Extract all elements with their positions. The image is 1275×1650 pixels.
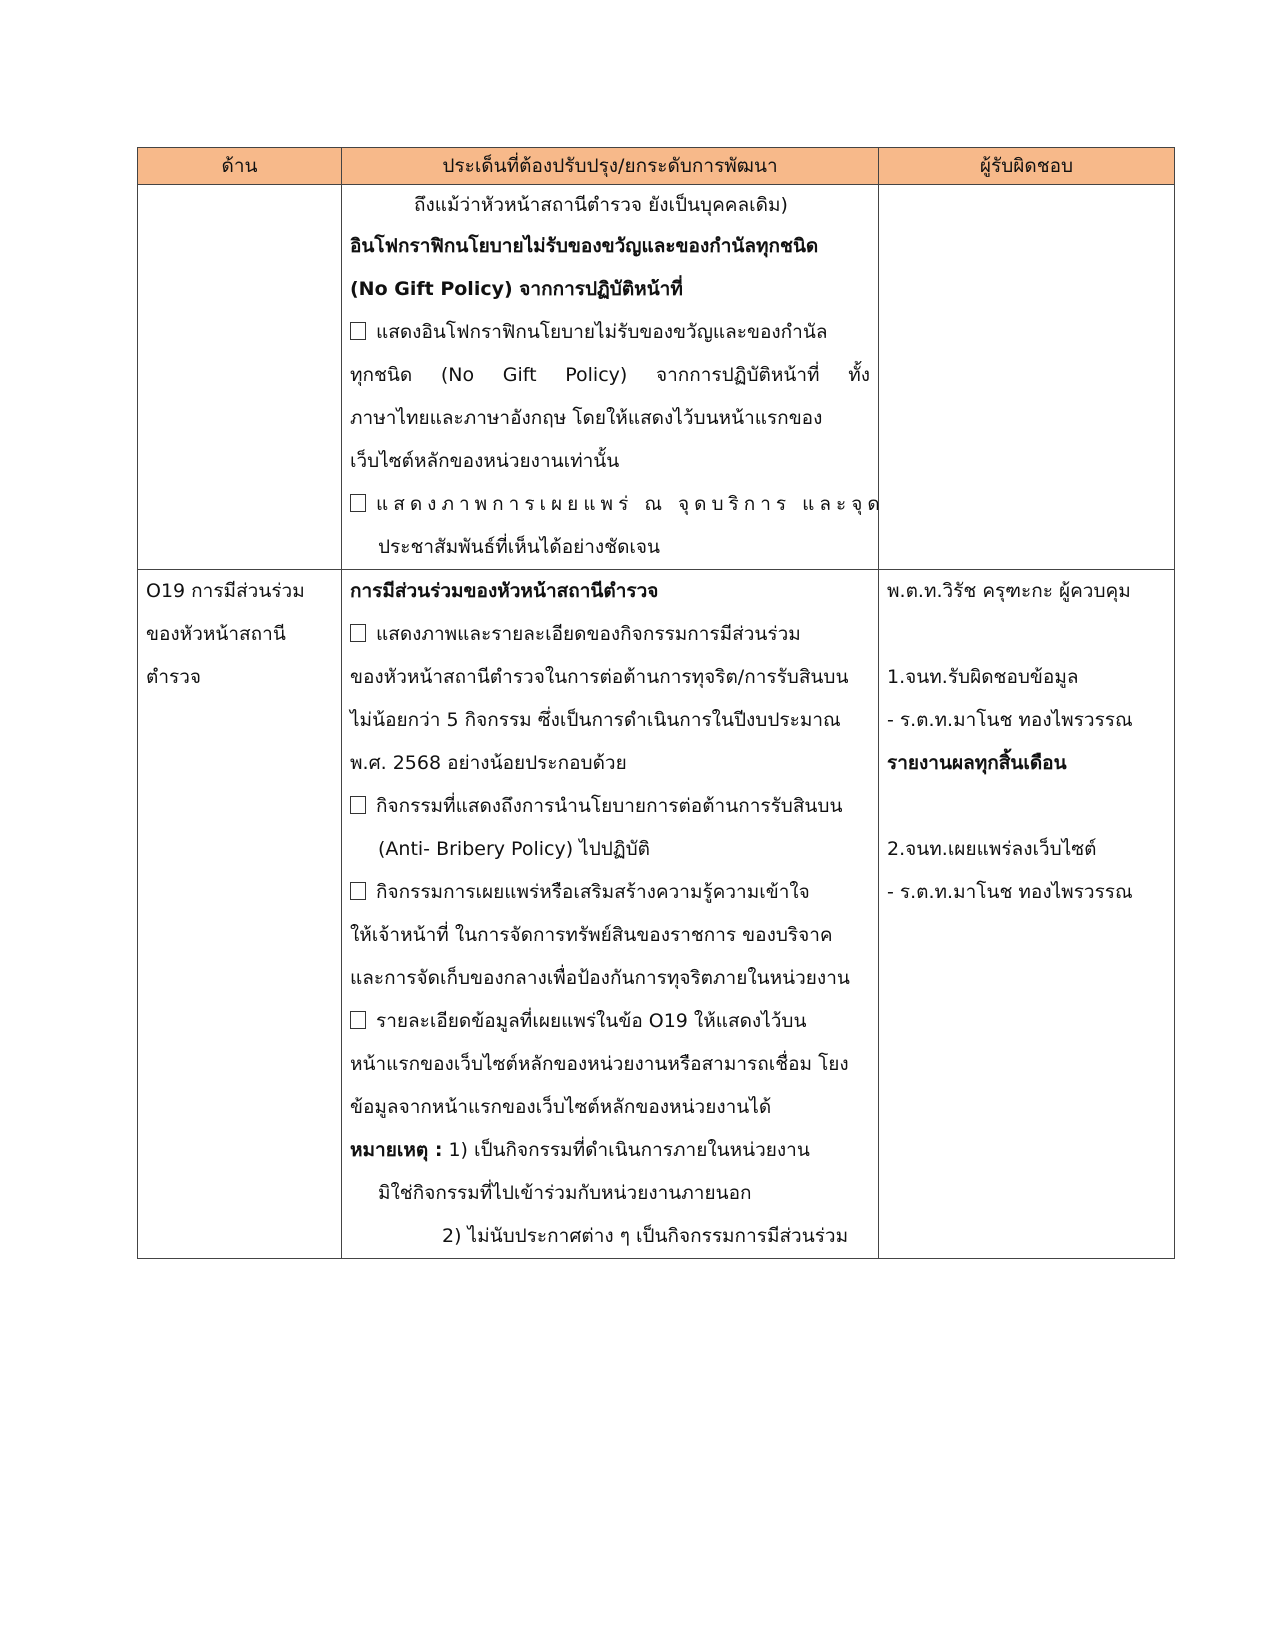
spacer (887, 613, 1166, 656)
resp2-name: - ร.ต.ท.มาโนช ทองไพรวรรณ (887, 881, 1133, 903)
no-gift-item1-line1: แสดงอินโฟกราฟิกนโยบายไม่รับของขวัญและของกำนัล (350, 311, 870, 354)
aspect-o19-line1: O19 การมีส่วนร่วม (146, 580, 305, 602)
header-aspect: ด้าน (138, 148, 342, 185)
checkbox-icon (350, 322, 366, 340)
participation-item2-line3: ข้อมูลจากหน้าแรกของเว็บไซต์หลักของหน่วยงานได้ (350, 1096, 772, 1118)
resp2-title: 2.จนท.เผยแพร่ลงเว็บไซต์ (887, 838, 1097, 860)
supervisor-line: พ.ต.ท.วิรัช ครุฑะกะ ผู้ควบคุม (887, 580, 1131, 602)
checkbox-icon (350, 494, 366, 512)
row1-responsible-cell (879, 185, 1175, 570)
note-line1: หมายเหตุ : 1) เป็นกิจกรรมที่ดำเนินการภายในหน่วยงาน (350, 1139, 810, 1161)
participation-sub1-line2: (Anti- Bribery Policy) ไปปฏิบัติ (378, 838, 650, 860)
no-gift-item2-line1: แสดงภาพการเผยแพร่ ณ จุดบริการ และจุด (350, 483, 870, 526)
participation-sub2-line2: ให้เจ้าหน้าที่ ในการจัดการทรัพย์สินของราชการ ของบริจาค (350, 924, 833, 946)
report-note: รายงานผลทุกสิ้นเดือน (887, 752, 1067, 774)
participation-item2-line1: รายละเอียดข้อมูลที่เผยแพร่ในข้อ O19 ให้แสดงไว้บน (350, 1000, 870, 1043)
resp1-name: - ร.ต.ท.มาโนช ทองไพรวรรณ (887, 709, 1133, 731)
no-gift-heading-line2: (No Gift Policy) จากการปฏิบัติหน้าที่ (350, 278, 683, 300)
table-row (138, 570, 1175, 1259)
participation-item1-line2: ของหัวหน้าสถานีตำรวจในการต่อต้านการทุจริต/การรับสินบน (350, 666, 849, 688)
note-line3: 2) ไม่นับประกาศต่าง ๆ เป็นกิจกรรมการมีส่วนร่วม (442, 1225, 849, 1247)
participation-item1-line1: แสดงภาพและรายละเอียดของกิจกรรมการมีส่วนร่วม (350, 613, 870, 656)
row2-responsible-cell (879, 570, 1175, 1259)
participation-heading: การมีส่วนร่วมของหัวหน้าสถานีตำรวจ (350, 580, 659, 602)
no-gift-item1-line4: เว็บไซต์หลักของหน่วยงานเท่านั้น (350, 450, 620, 472)
row1-aspect-cell (138, 185, 342, 570)
aspect-o19-line2: ของหัวหน้าสถานี (146, 623, 286, 645)
participation-item1-line3: ไม่น้อยกว่า 5 กิจกรรม ซึ่งเป็นการดำเนินการในปีงบประมาณ (350, 709, 841, 731)
participation-sub1-line1: กิจกรรมที่แสดงถึงการนำนโยบายการต่อต้านการรับสินบน (350, 785, 870, 828)
no-gift-item1-line2: ทุกชนิด (No Gift Policy) จากการปฏิบัติหน้าที่ ทั้ง (350, 364, 870, 386)
participation-item1-line4: พ.ศ. 2568 อย่างน้อยประกอบด้วย (350, 752, 627, 774)
participation-item2-line2: หน้าแรกของเว็บไซต์หลักของหน่วยงานหรือสามารถเชื่อม โยง (350, 1053, 849, 1075)
continuation-line: ถึงแม้ว่าหัวหน้าสถานีตำรวจ ยังเป็นบุคคลเดิม) (414, 194, 788, 216)
note-label: หมายเหตุ : (350, 1139, 443, 1161)
header-responsible: ผู้รับผิดชอบ (879, 148, 1175, 185)
aspect-o19-line3: ตำรวจ (146, 666, 202, 688)
row1-issues-cell (342, 185, 885, 570)
row2-issues-cell (342, 570, 879, 1259)
participation-sub2-line3: และการจัดเก็บของกลางเพื่อป้องกันการทุจริตภายในหน่วยงาน (350, 967, 850, 989)
checkbox-icon (350, 1011, 366, 1029)
row2-aspect-cell (138, 570, 342, 1259)
responsibility-table (137, 147, 1175, 1259)
checkbox-icon (350, 882, 366, 900)
checkbox-icon (350, 796, 366, 814)
table-header-row (138, 148, 1175, 185)
checkbox-icon (350, 624, 366, 642)
no-gift-item1-line3: ภาษาไทยและภาษาอังกฤษ โดยให้แสดงไว้บนหน้าแรกของ (350, 407, 823, 429)
resp1-title: 1.จนท.รับผิดชอบข้อมูล (887, 666, 1079, 688)
no-gift-heading-line1: อินโฟกราฟิกนโยบายไม่รับของขวัญและของกำนัลทุกชนิด (350, 235, 819, 257)
no-gift-item2-line2: ประชาสัมพันธ์ที่เห็นได้อย่างชัดเจน (378, 536, 661, 558)
table-row (138, 185, 1175, 570)
participation-sub2-line1: กิจกรรมการเผยแพร่หรือเสริมสร้างความรู้ความเข้าใจ (350, 871, 870, 914)
spacer (887, 785, 1166, 828)
header-issues: ประเด็นที่ต้องปรับปรุง/ยกระดับการพัฒนา (342, 148, 879, 185)
note-line2: มิใช่กิจกรรมที่ไปเข้าร่วมกับหน่วยงานภายนอก (378, 1182, 752, 1204)
